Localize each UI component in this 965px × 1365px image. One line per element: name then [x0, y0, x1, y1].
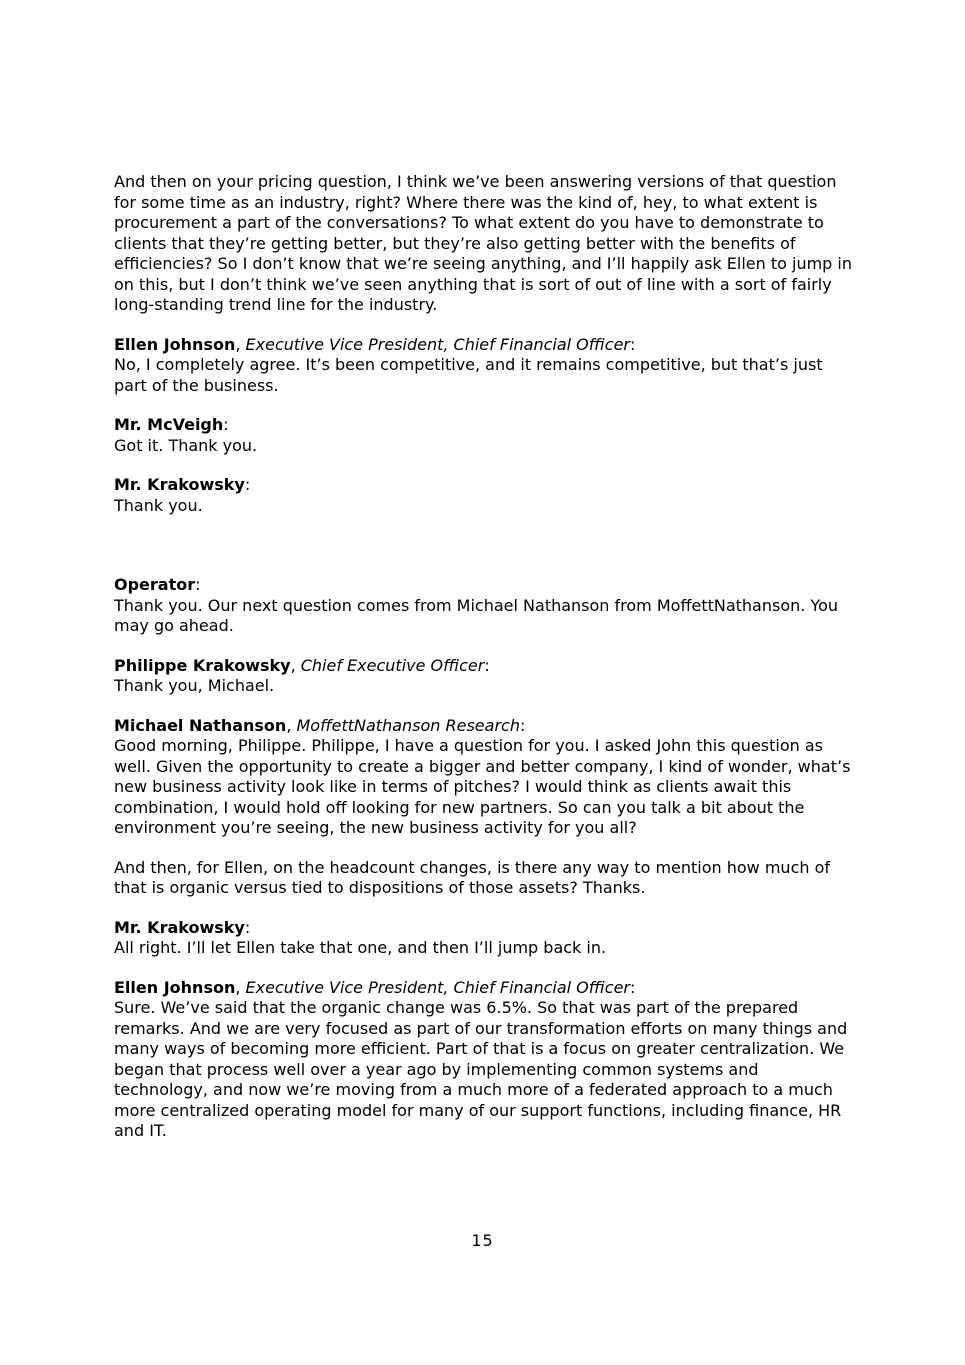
- speaker-turn: [114, 716, 854, 839]
- speaker-turn: [114, 475, 854, 516]
- speaker-title: Executive Vice President, Chief Financial Officer: [245, 334, 630, 354]
- speaker-text: Thank you. Our next question comes from Michael Nathanson from MoffettNathanson. You may go ahead.: [114, 595, 839, 635]
- speaker-name: Ellen Johnson: [114, 334, 236, 354]
- speaker-line: Operator:: [114, 575, 201, 594]
- transcript-body: [114, 172, 854, 1161]
- speaker-name: Ellen Johnson: [114, 977, 236, 997]
- speaker-text: Thank you, Michael.: [114, 676, 275, 695]
- speaker-line: Mr. McVeigh:: [114, 415, 229, 434]
- speaker-turn: [114, 978, 854, 1142]
- paragraph: [114, 172, 854, 316]
- spacer: [114, 535, 854, 575]
- speaker-name: Mr. Krakowsky: [114, 917, 245, 937]
- speaker-turn: [114, 918, 854, 959]
- speaker-name: Michael Nathanson: [114, 715, 287, 735]
- paragraph-text: And then, for Ellen, on the headcount changes, is there any way to mention how much of that is organic versus tied to dispositions of those assets? Thanks.: [114, 857, 831, 897]
- speaker-name: Philippe Krakowsky: [114, 655, 291, 675]
- page-number: 15: [471, 1231, 494, 1250]
- speaker-text: Sure. We’ve said that the organic change was 6.5%. So that was part of the prepared remarks. And we are very focused as part of our transformation efforts on many things and many ways of becoming more efficient. Part of that is a focus on greater centralization. We began that process well over a year ago by implementing common systems and technology, and now we’re moving from a much more of a federated approach to a much more centralized operating model for many of our support functions, including finance, HR and IT.: [114, 998, 848, 1140]
- speaker-text: Thank you.: [114, 495, 203, 515]
- speaker-line: Michael Nathanson, MoffettNathanson Research:: [114, 715, 526, 735]
- paragraph: [114, 858, 854, 899]
- speaker-title: MoffettNathanson Research: [296, 715, 520, 735]
- paragraph-text: And then on your pricing question, I think we’ve been answering versions of that question for some time as an industry, right? Where there was the kind of, hey, to what extent is procurement a part of the conversations? To what extent do you have to demonstrate to clients that they’re getting better, but they’re also getting better with the benefits of efficiencies? So I don’t know that we’re seeing anything, and I’ll happily ask Ellen to jump in on this, but I don’t think we’ve seen anything that is sort of out of line with a sort of fairly long-standing trend line for the industry.: [114, 172, 852, 314]
- speaker-text: Got it. Thank you.: [114, 435, 258, 455]
- speaker-name: Operator: [114, 575, 196, 594]
- speaker-text: All right. I’ll let Ellen take that one, and then I’ll jump back in.: [114, 938, 607, 957]
- speaker-name: Mr. McVeigh: [114, 415, 224, 434]
- speaker-text: No, I completely agree. It’s been competitive, and it remains competitive, but that’s just part of the business.: [114, 355, 823, 395]
- speaker-name: Mr. Krakowsky: [114, 475, 245, 494]
- speaker-turn: [114, 415, 854, 456]
- speaker-text: Good morning, Philippe. Philippe, I have a question for you. I asked John this question as well. Given the opportunity to create a bigger and better company, I kind of wonder, what’s new business activity look like in terms of pitches? I would think as clients await this combination, I would hold off looking for new partners. So can you talk a bit about the environment you’re seeing, the new business activity for you all?: [114, 736, 851, 837]
- speaker-line: Ellen Johnson, Executive Vice President, Chief Financial Officer:: [114, 334, 636, 354]
- speaker-title: Executive Vice President, Chief Financial Officer: [245, 977, 630, 997]
- speaker-turn: [114, 575, 854, 637]
- speaker-line: Mr. Krakowsky:: [114, 475, 251, 494]
- speaker-turn: [114, 656, 854, 697]
- speaker-line: Ellen Johnson, Executive Vice President, Chief Financial Officer:: [114, 977, 636, 997]
- speaker-line: Mr. Krakowsky:: [114, 917, 251, 937]
- speaker-title: Chief Executive Officer: [300, 655, 485, 675]
- speaker-line: Philippe Krakowsky, Chief Executive Officer:: [114, 655, 490, 675]
- speaker-turn: [114, 335, 854, 397]
